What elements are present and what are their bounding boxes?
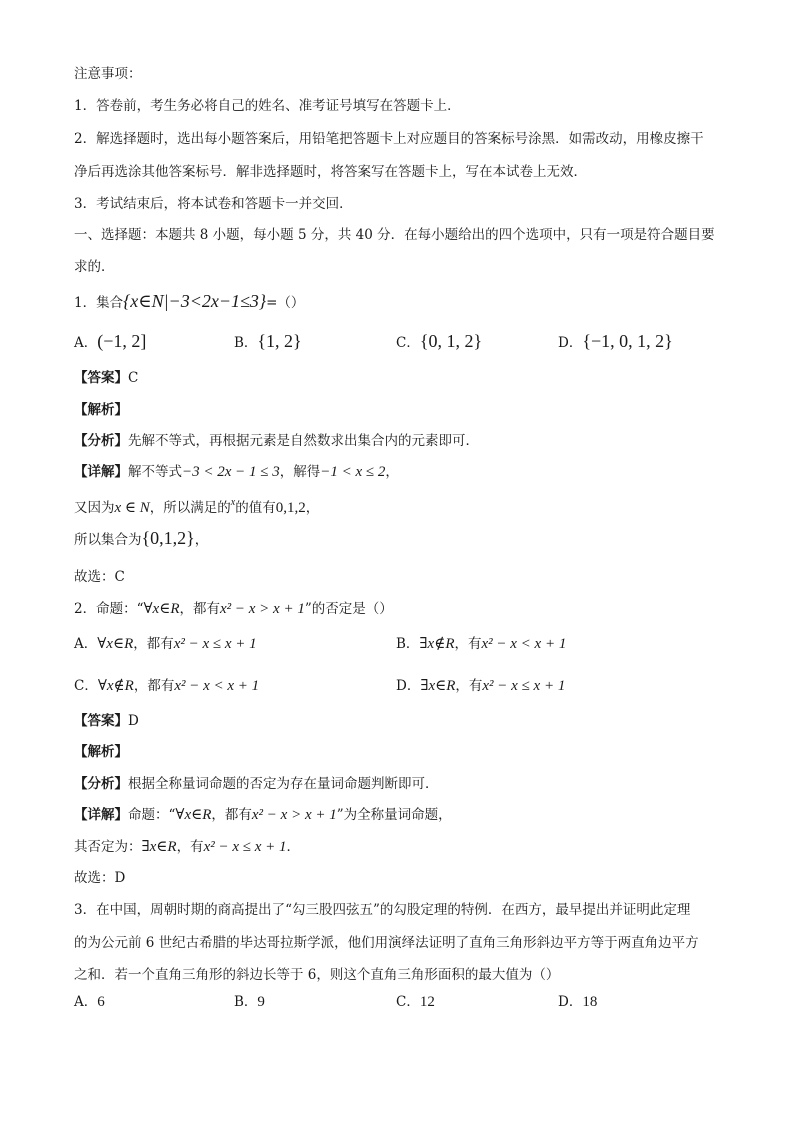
q3-option-c: C．12: [396, 994, 435, 1010]
question-1-stem: [74, 291, 304, 313]
notice-item-2-cont: 净后再选涂其他答案标号．解非选择题时，将答案写在答题卡上，写在本试卷上无效．: [74, 164, 587, 180]
section-heading-cont: 求的．: [74, 259, 115, 275]
q1-detail-2: 又因为x ∈ N，所以满足的$^x$的值有0,1,2，: [74, 497, 320, 516]
q1-choose: 故选：C: [74, 569, 125, 585]
notice-title: 注意事项：: [74, 66, 142, 82]
question-3-line-1: 3．在中国，周朝时期的商高提出了“勾三股四弦五”的勾股定理的特例．在西方，最早提出并证明此定理: [74, 902, 691, 918]
notice-item-3: 3．考试结束后，将本试卷和答题卡一并交回．: [74, 196, 353, 212]
q3-option-a: A．6: [74, 994, 105, 1010]
q2-xiangjie: 【详解】命题：“∀x∈R，都有x² − x > x + 1”为全称量词命题，: [74, 807, 452, 823]
q2-option-b: B．∃x∉R，有x² − x < x + 1: [396, 636, 567, 652]
q2-analysis-tag: 【解析】: [74, 744, 128, 760]
q2-option-a: A．∀x∈R，都有x² − x ≤ x + 1: [74, 636, 257, 652]
q1-prefix: 1．集合: [74, 295, 124, 311]
question-3-line-2: 的为公元前 6 世纪古希腊的毕达哥拉斯学派，他们用演绎法证明了直角三角形斜边平方等于两直角边平方: [74, 935, 699, 951]
q1-option-c: C．{0, 1, 2}: [396, 331, 483, 351]
q2-fenxi: 【分析】根据全称量词命题的否定为存在量词命题判断即可．: [74, 776, 439, 792]
q2-negation: 其否定为：∃x∈R，有x² − x ≤ x + 1．: [74, 839, 301, 855]
section-heading: 一、选择题：本题共 8 小题，每小题 5 分，共 40 分．在每小题给出的四个选项中，只有一项是符合题目要: [74, 227, 715, 243]
q1-analysis-tag: 【解析】: [74, 402, 128, 418]
q3-option-d: D．18: [558, 994, 598, 1010]
q1-xiangjie: 【详解】解不等式−3 < 2x − 1 ≤ 3，解得−1 < x ≤ 2，: [74, 464, 399, 480]
q1-option-a: A．(−1, 2]: [74, 331, 147, 351]
q2-choose: 故选：D: [74, 870, 126, 886]
q2-option-d: D．∃x∈R，有x² − x ≤ x + 1: [396, 678, 566, 694]
q1-option-d: D．{−1, 0, 1, 2}: [558, 331, 673, 351]
notice-item-2: 2．解选择题时，选出每小题答案后，用铅笔把答题卡上对应题目的答案标号涂黑．如需改动，用橡皮擦干: [74, 131, 704, 147]
q1-detail-3: 所以集合为{0,1,2}，: [74, 528, 209, 548]
q1-answer: 【答案】C: [74, 370, 139, 386]
q2-option-c: C．∀x∉R，都有x² − x < x + 1: [74, 678, 260, 694]
q1-option-b: B．{1, 2}: [234, 331, 302, 351]
q2-answer: 【答案】D: [74, 713, 139, 729]
q1-set: {x∈N|−3<2x−1≤3}: [123, 291, 267, 311]
notice-item-1: 1．答卷前，考生务必将自己的姓名、准考证号填写在答题卡上．: [74, 98, 461, 114]
q1-suffix: =（）: [266, 295, 305, 311]
q3-option-b: B．9: [234, 994, 265, 1010]
question-2-stem: 2．命题：“∀x∈R，都有x² − x > x + 1”的否定是（）: [74, 601, 393, 617]
question-3-line-3: 之和．若一个直角三角形的斜边长等于 6，则这个直角三角形面积的最大值为（）: [74, 967, 560, 983]
q1-fenxi: 【分析】先解不等式，再根据元素是自然数求出集合内的元素即可．: [74, 433, 479, 449]
